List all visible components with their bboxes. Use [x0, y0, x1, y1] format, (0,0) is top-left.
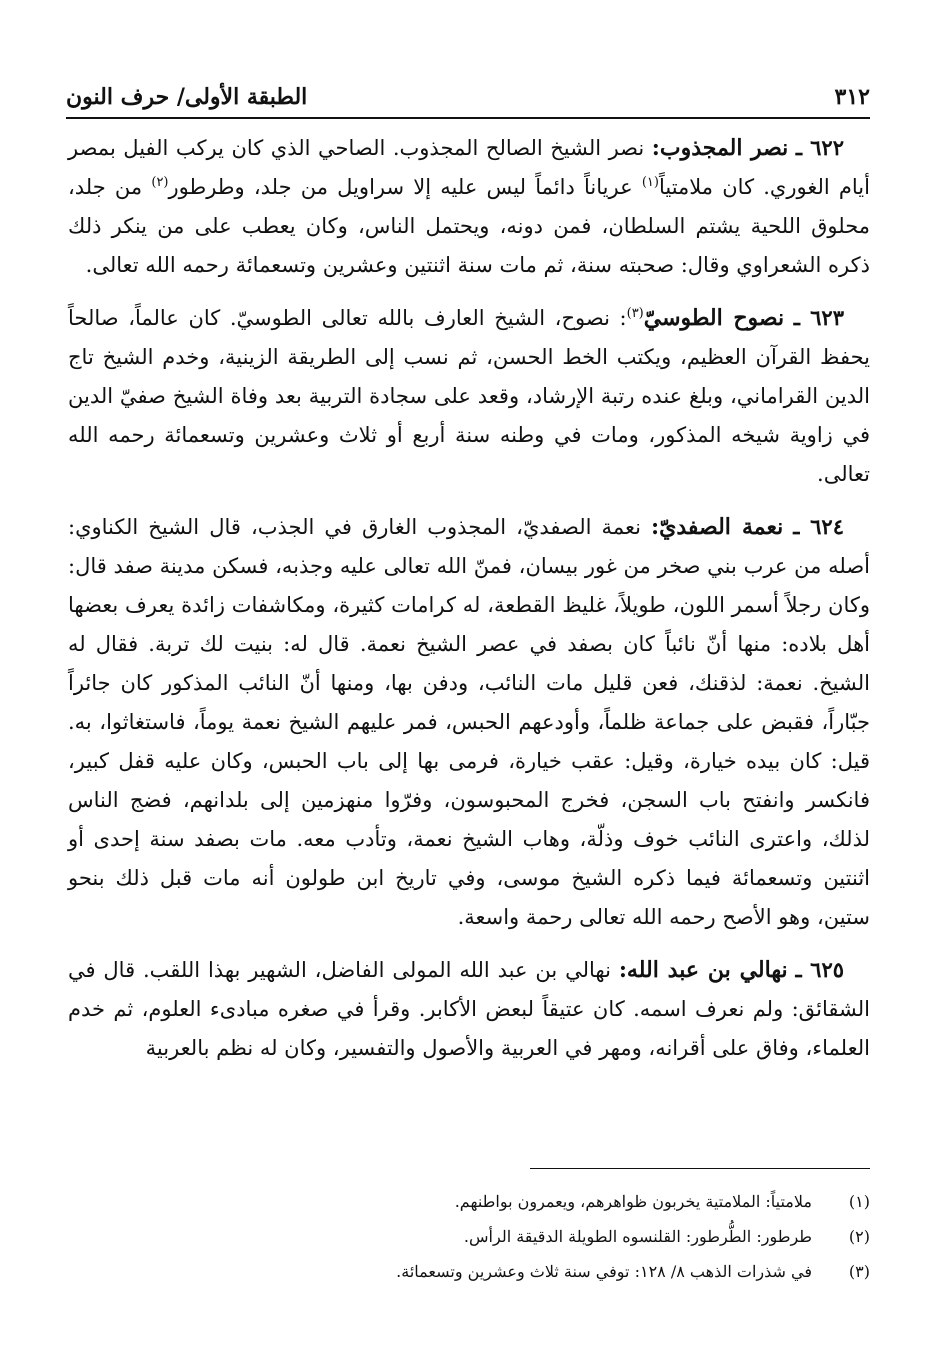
footnote-number: (٢) — [848, 1227, 870, 1246]
footnote-3 — [68, 1254, 870, 1289]
page-header — [66, 62, 870, 110]
entry-number: ٦٢٣ ـ — [793, 305, 844, 330]
entry-name: نصر المجذوب: — [651, 135, 789, 161]
running-title: الطبقة الأولى/ حرف النون — [66, 84, 308, 110]
footnotes — [68, 1184, 870, 1289]
entry-text: نصر الشيخ الصالح المجذوب. الصاحي الذي كان يركب الفيل بمصر أيام الغوري. كان ملامتياً — [68, 136, 870, 199]
entry-name: نعمة الصفديّ: — [651, 514, 784, 540]
footnote-number: (٣) — [848, 1262, 870, 1281]
entry-number: ٦٢٥ ـ — [795, 957, 845, 982]
entry-text: من جلد، محلوق اللحية يشتم السلطان، فمن دونه، ويحتمل الناس، وكان يعطب على من ينكر ذلك ذكره الشعراوي وقال: صحبته سنة، ثم مات سنة اثنتين وعشرين وتسعمائة رحمه الله تعالى. — [68, 175, 870, 277]
entry-text: نهالي بن عبد الله المولى الفاضل، الشهير بهذا اللقب. قال في الشقائق: ولم نعرف اسمه. كان عتيقاً لبعض الأكابر. وقرأ في صغره مبادىء العلوم، ثم خدم العلماء، وفاق على أقرانه، ومهر في العربية والأصول والتفسير، وكان له نظم بالعربية — [68, 958, 870, 1060]
footnote-1 — [68, 1184, 870, 1219]
entry-number: ٦٢٢ ـ — [795, 135, 844, 160]
page-number: ٣١٢ — [834, 84, 870, 110]
footnote-number: (١) — [848, 1192, 870, 1211]
entry-text: نعمة الصفديّ، المجذوب الغارق في الجذب، قال الشيخ الكناوي: أصله من عرب بني صخر من غور بيسان، فمنّ الله تعالى عليه وجذبه، فسكن مدينة صفد قال: وكان رجلاً أسمر اللون، طويلاً، غليظ القطعة، له كرامات كثيرة، ومكاشفات زائدة يعرف بعضها أهل بلاده: منها أنّ نائباً كان بصفد في عصر الشيخ نعمة. قال له: بنيت لك تربة. فقال له الشيخ. نعمة: لذقنك، فعن قليل مات النائب، ودفن بها، ومنها أنّ النائب المذكور كان جائراً جبّاراً، فقبض على جماعة ظلماً، وأودعهم الحبس، فمر عليهم الشيخ نعمة يوماً، فاستغاثوا، به. قيل: كان بيده خيارة، وقيل: عقب خيارة، فرمى بها إلى باب الحبس، وكان عليه قفل كبير، فانكسر وانفتح باب السجن، فخرج المحبوسون، وفرّوا منهزمين إلى بلدانهم، فضج الناس لذلك، واعترى النائب خوف وذلّة، وهاب الشيخ نعمة، وتأدب معه. مات بصفد سنة إحدى أو اثنتين وتسعمائة فيما ذكره الشيخ موسى، وفي تاريخ ابن طولون أنه مات قبل ذلك بنحو ستين، وهو الأصح رحمه الله تعالى رحمة واسعة. — [68, 515, 870, 929]
entry-name: نهالي بن عبد الله: — [618, 957, 788, 983]
header-rule — [66, 117, 870, 119]
entry-text: عرياناً دائماً ليس عليه إلا سراويل من جلد، وطرطور — [168, 175, 642, 199]
entry-624 — [68, 507, 870, 937]
footnote-ref[interactable]: (١) — [641, 175, 659, 190]
entry-text: : نصوح، الشيخ العارف بالله تعالى الطوسيّ. كان عالماً، صالحاً يحفظ القرآن العظيم، ويكتب الخط الحسن، ثم نسب إلى الطريقة الزينية، وخدم الشيخ تاج الدين القراماني، وبلغ عنده رتبة الإرشاد، وقعد على سجادة التربية بعد وفاة الشيخ صفيّ الدين في زاوية شيخه المذكور، ومات في وطنه سنة أربع أو ثلاث وعشرين وتسعمائة رحمه الله تعالى. — [68, 306, 870, 486]
entry-625 — [68, 950, 870, 1068]
entry-622 — [68, 128, 870, 285]
entry-number: ٦٢٤ ـ — [793, 514, 844, 539]
main-text — [68, 128, 870, 1081]
footnote-ref[interactable]: (٣) — [626, 306, 644, 321]
footnote-text: طرطور: الطُّرطور: القلنسوه الطويلة الدقيقة الرأس. — [463, 1227, 812, 1246]
footnote-2 — [68, 1219, 870, 1254]
entry-name: نصوح الطوسيّ — [643, 305, 785, 331]
footnote-text: في شذرات الذهب ٨/ ١٢٨: توفي سنة ثلاث وعشرين وتسعمائة. — [396, 1262, 812, 1281]
entry-623 — [68, 298, 870, 494]
footnote-ref[interactable]: (٢) — [151, 175, 169, 190]
footnote-rule — [530, 1168, 870, 1169]
footnote-text: ملامتياً: الملامتية يخربون ظواهرهم، ويعمرون بواطنهم. — [454, 1192, 812, 1211]
